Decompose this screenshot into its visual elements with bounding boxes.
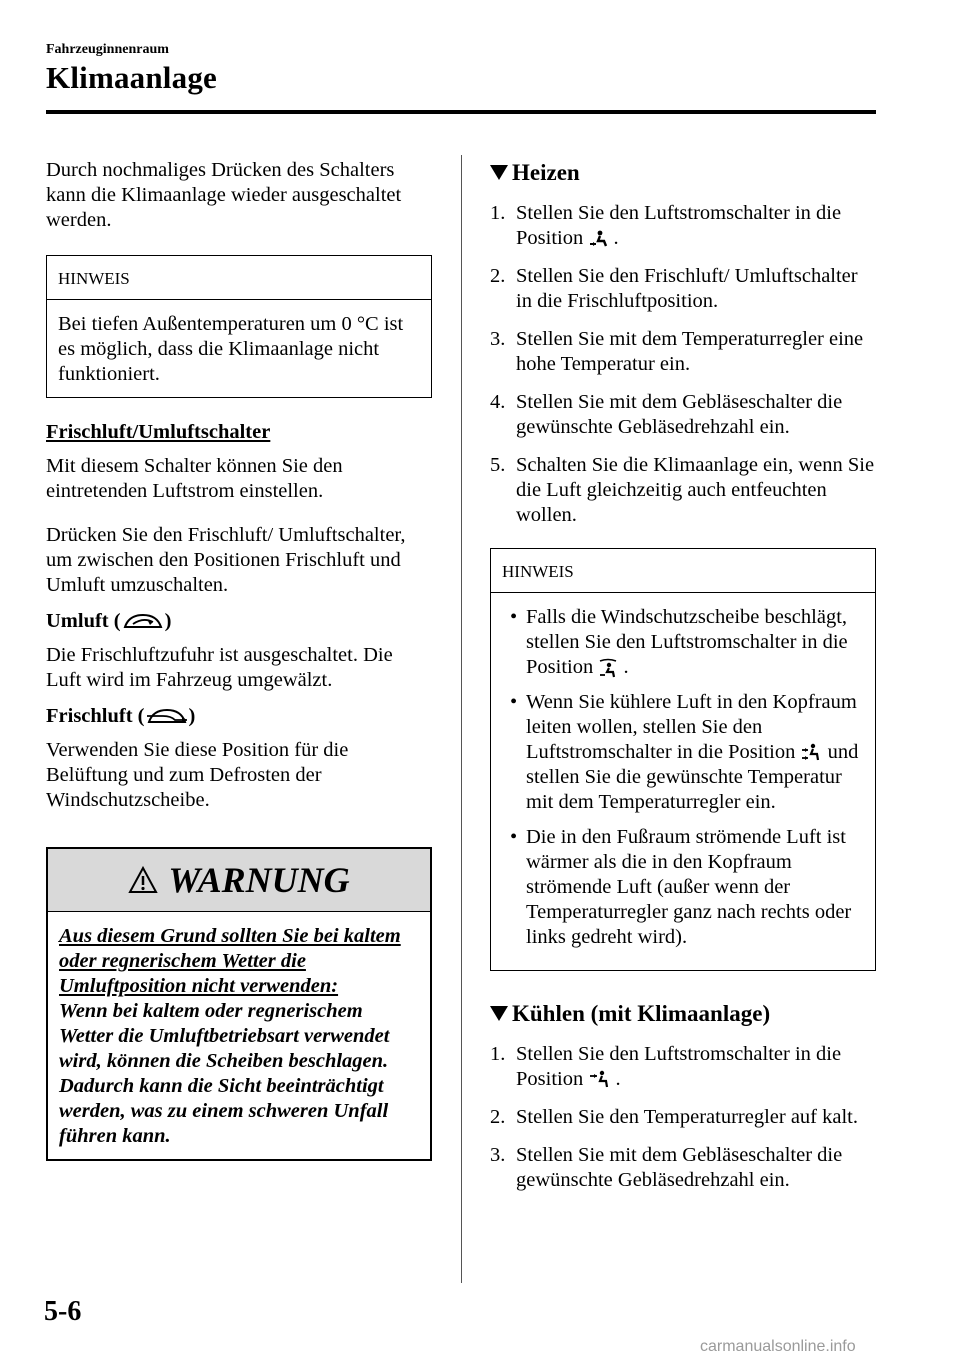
step-text: Stellen Sie den Luftstromschalter in die Position [516, 1043, 842, 1090]
step-number: 3. [490, 328, 506, 350]
step-number: 2. [490, 1106, 506, 1128]
warning-title: WARNUNG [168, 859, 350, 900]
step-text: Schalten Sie die Klimaanlage ein, wenn Sie die Luft gleichzeitig auch entfeuchten wollen. [516, 454, 875, 526]
step-text: Stellen Sie mit dem Gebläseschalter die gewünschte Gebläsedrehzahl ein. [516, 1144, 843, 1191]
warning-text: Wenn bei kaltem oder regnerischem Wetter die Umluftbetriebsart verwendet wird, können die Scheiben beschlagen. Dadurch kann die Sicht beeinträchtigt werden, was zu einem schweren Unfall führen kann. [59, 1000, 390, 1147]
fresh-label-pre: Frischluft ( [46, 705, 145, 727]
note-box-1 [46, 255, 432, 398]
step-number: 5. [490, 454, 506, 476]
cooling-heading [490, 1001, 876, 1026]
floor-vent-icon [588, 230, 608, 248]
list-item [490, 453, 876, 528]
cooling-title: Kühlen (mit Klimaanlage) [512, 1001, 771, 1026]
defrost-floor-icon [598, 658, 618, 678]
step-text: Stellen Sie den Temperaturregler auf kalt. [516, 1106, 859, 1128]
list-item [490, 1105, 876, 1130]
bullet-text: Die in den Fußraum strömende Luft ist wärmer als die in den Kopfraum strömende Luft (außer wenn der Temperaturregler ganz nach rechts oder links gedreht wird). [526, 826, 852, 948]
heading-triangle-icon [490, 165, 508, 180]
heating-heading [490, 160, 876, 185]
header-rule [46, 110, 876, 114]
switch-paragraph-1: Mit diesem Schalter können Sie den eintretenden Luftstrom einstellen. [46, 455, 343, 502]
page-title: Klimaanlage [46, 60, 217, 95]
warning-header [48, 849, 430, 912]
note-label: HINWEIS [47, 256, 431, 300]
switch-heading: Frischluft/Umluftschalter [46, 421, 271, 443]
bi-level-icon [800, 743, 822, 763]
recirc-label-post: ) [164, 610, 172, 632]
list-item [490, 1042, 876, 1092]
note-body [491, 593, 875, 970]
bullet-text: Wenn Sie kühlere Luft in den Kopfraum leiten wollen, stellen Sie den Luftstromschalter in die Position [526, 691, 857, 763]
bullet-text: Falls die Windschutzscheibe beschlägt, stellen Sie den Luftstromschalter in die Position [526, 606, 848, 678]
list-item [490, 264, 876, 314]
warning-underlined: Aus diesem Grund sollten Sie bei kaltem oder regnerischem Wetter die Umluftposition nicht verwenden: [59, 925, 401, 997]
cooling-steps [490, 1042, 876, 1193]
step-text-post: . [613, 227, 619, 249]
intro-paragraph: Durch nochmaliges Drücken des Schalters kann die Klimaanlage wieder ausgeschaltet werden. [46, 159, 402, 231]
list-item [490, 390, 876, 440]
section-label: Fahrzeuginnenraum [46, 42, 169, 57]
step-number: 4. [490, 391, 506, 413]
recirc-label-pre: Umluft ( [46, 610, 121, 632]
right-column [490, 160, 876, 1206]
step-number: 3. [490, 1144, 506, 1166]
recirc-label [46, 609, 432, 634]
watermark: carmanualsonline.info [700, 1338, 856, 1355]
heating-title: Heizen [512, 160, 580, 185]
note-label: HINWEIS [491, 549, 875, 593]
step-number: 2. [490, 265, 506, 287]
note-bullets [502, 605, 864, 950]
fresh-label [46, 704, 432, 729]
warning-box [46, 847, 432, 1161]
recirc-text: Die Frischluftzufuhr ist ausgeschaltet. Die Luft wird im Fahrzeug umgewälzt. [46, 644, 393, 691]
step-text: Stellen Sie den Luftstromschalter in die Position [516, 202, 842, 249]
step-text: Stellen Sie mit dem Temperaturregler eine hohe Temperatur ein. [516, 328, 864, 375]
switch-paragraph-2: Drücken Sie den Frischluft/ Umluftschalter, um zwischen den Positionen Frischluft und Umluft umzuschalten. [46, 524, 406, 596]
step-number: 1. [490, 1043, 506, 1065]
list-item [490, 1143, 876, 1193]
heading-triangle-icon [490, 1006, 508, 1021]
page-number: 5-6 [44, 1296, 82, 1327]
fresh-label-post: ) [188, 705, 196, 727]
list-item [502, 690, 864, 815]
list-item [502, 825, 864, 950]
step-text: Stellen Sie den Frischluft/ Umluftschalter in die Frischluftposition. [516, 265, 858, 312]
note-box-2 [490, 548, 876, 971]
warning-body [48, 912, 430, 1159]
step-text-post: . [615, 1068, 621, 1090]
warning-triangle-icon [128, 866, 158, 894]
fresh-text: Verwenden Sie diese Position für die Belüftung und zum Defrosten der Windschutzscheibe. [46, 739, 349, 811]
bullet-text-post: und stellen Sie die gewünschte Temperatur mit dem Temperaturregler ein. [526, 741, 859, 813]
bullet-text-post: . [623, 656, 629, 678]
list-item [490, 327, 876, 377]
face-vent-icon [588, 1070, 610, 1090]
note-text: Bei tiefen Außentemperaturen um 0 °C ist es möglich, dass die Klimaanlage nicht funktioniert. [58, 313, 404, 385]
step-text: Stellen Sie mit dem Gebläseschalter die gewünschte Gebläsedrehzahl ein. [516, 391, 843, 438]
list-item [490, 201, 876, 251]
fresh-air-icon [145, 706, 189, 728]
left-column [46, 158, 432, 1161]
recirculation-icon [121, 611, 165, 633]
heating-steps [490, 201, 876, 528]
list-item [502, 605, 864, 680]
column-divider [461, 155, 462, 1283]
step-number: 1. [490, 202, 506, 224]
